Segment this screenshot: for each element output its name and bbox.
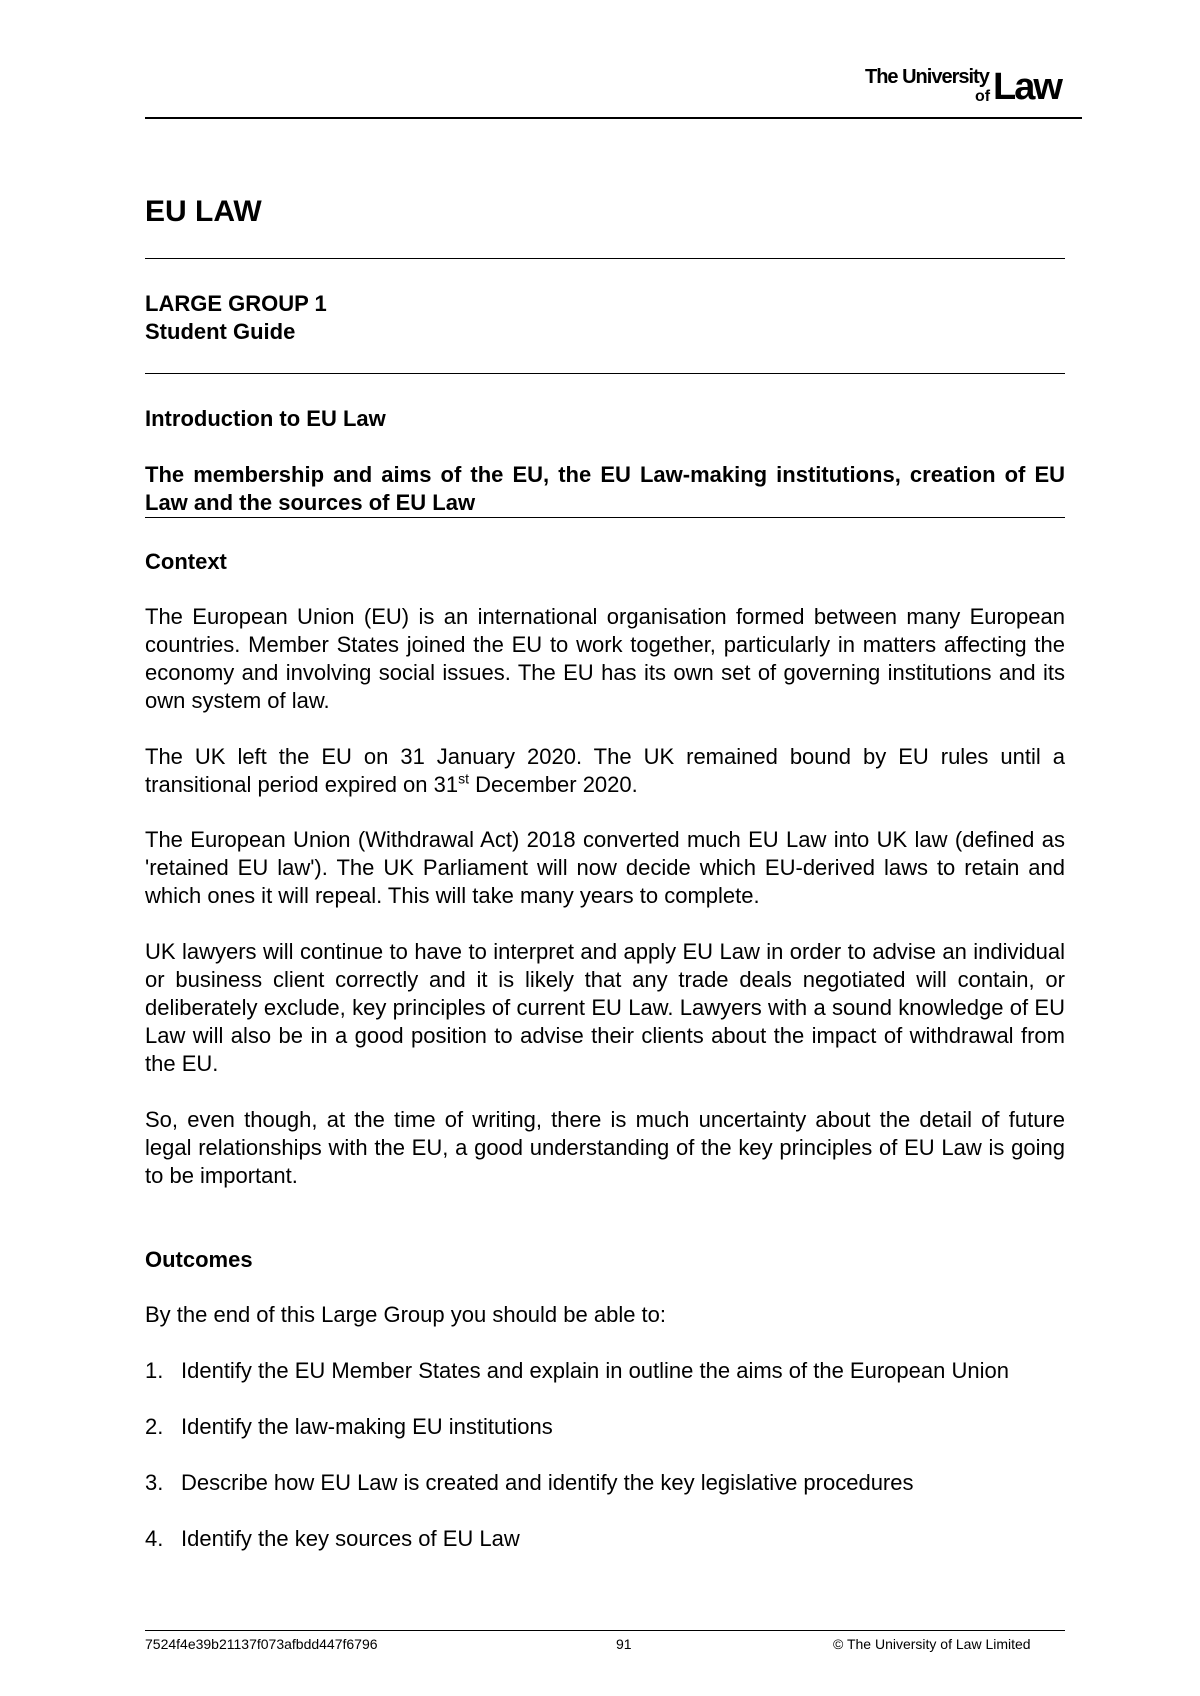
paragraph-3: The European Union (Withdrawal Act) 2018 converted much EU Law into UK law (defined as 'retained EU law'). The UK Parliament will now decide which EU-derived laws to retain and which ones it will repeal. This will take many years to complete. — [145, 827, 1065, 908]
group-divider — [145, 373, 1065, 374]
paragraph-4: UK lawyers will continue to have to interpret and apply EU Law in order to advise an individual or business client correctly and it is likely that any trade deals negotiated will contain, or deliberately exclude, key principles of current EU Law. Lawyers with a sound knowledge of EU Law will also be in a good position to advise their clients about the impact of withdrawal from the EU. — [145, 939, 1065, 1076]
subtitle-heading: The membership and aims of the EU, the EU Law-making institutions, creation of EU Law and the sources of EU Law — [145, 462, 1065, 515]
footer-page-number: 91 — [616, 1636, 632, 1652]
list-item-text: Describe how EU Law is created and identify the key legislative procedures — [181, 1470, 914, 1495]
university-logo — [865, 62, 1073, 108]
guide-label: Student Guide — [145, 319, 296, 344]
context-heading: Context — [145, 549, 227, 574]
list-item-number: 2. — [145, 1414, 164, 1439]
page-title: EU LAW — [145, 195, 262, 228]
footer-divider — [145, 1630, 1065, 1631]
list-item-number: 3. — [145, 1470, 164, 1495]
outcomes-list — [145, 1357, 1065, 1553]
list-item — [145, 1469, 1065, 1497]
paragraph-2-b: December 2020. — [468, 772, 638, 797]
subtitle-divider — [145, 517, 1065, 518]
list-item-number: 4. — [145, 1526, 164, 1551]
paragraph-1: The European Union (EU) is an international organisation formed between many European countries. Member States joined the EU to work together, particularly in matters affecting the economy and involving social issues. The EU has its own set of governing institutions and its own system of law. — [145, 604, 1065, 713]
outcomes-heading: Outcomes — [145, 1247, 253, 1272]
paragraph-2-sup: st — [458, 770, 469, 787]
outcomes-intro: By the end of this Large Group you should be able to: — [145, 1302, 667, 1327]
list-item-text: Identify the key sources of EU Law — [181, 1526, 520, 1551]
logo-line1: The University — [865, 66, 989, 88]
header-divider — [145, 117, 1082, 119]
list-item — [145, 1413, 1065, 1441]
footer-doc-id: 7524f4e39b21137f073afbdd447f6796 — [145, 1636, 378, 1652]
title-divider — [145, 258, 1065, 259]
list-item-number: 1. — [145, 1358, 164, 1383]
logo-line2: of — [975, 88, 991, 105]
paragraph-2-a: The UK left the EU on 31 January 2020. The UK remained bound by EU rules until a transitional period expired on 31 — [145, 744, 1065, 797]
list-item-text: Identify the EU Member States and explain in outline the aims of the European Union — [181, 1358, 1009, 1383]
list-item — [145, 1525, 1065, 1553]
section-heading: Introduction to EU Law — [145, 406, 386, 431]
group-label: LARGE GROUP 1 — [145, 291, 327, 316]
footer-copyright: © The University of Law Limited — [833, 1636, 1031, 1652]
logo-line3: Law — [993, 66, 1061, 108]
paragraph-2 — [145, 743, 1065, 799]
list-item — [145, 1357, 1065, 1385]
list-item-text: Identify the law-making EU institutions — [181, 1414, 553, 1439]
paragraph-5: So, even though, at the time of writing, there is much uncertainty about the detail of future legal relationships with the EU, a good understanding of the key principles of EU Law is going to be important. — [145, 1107, 1065, 1188]
